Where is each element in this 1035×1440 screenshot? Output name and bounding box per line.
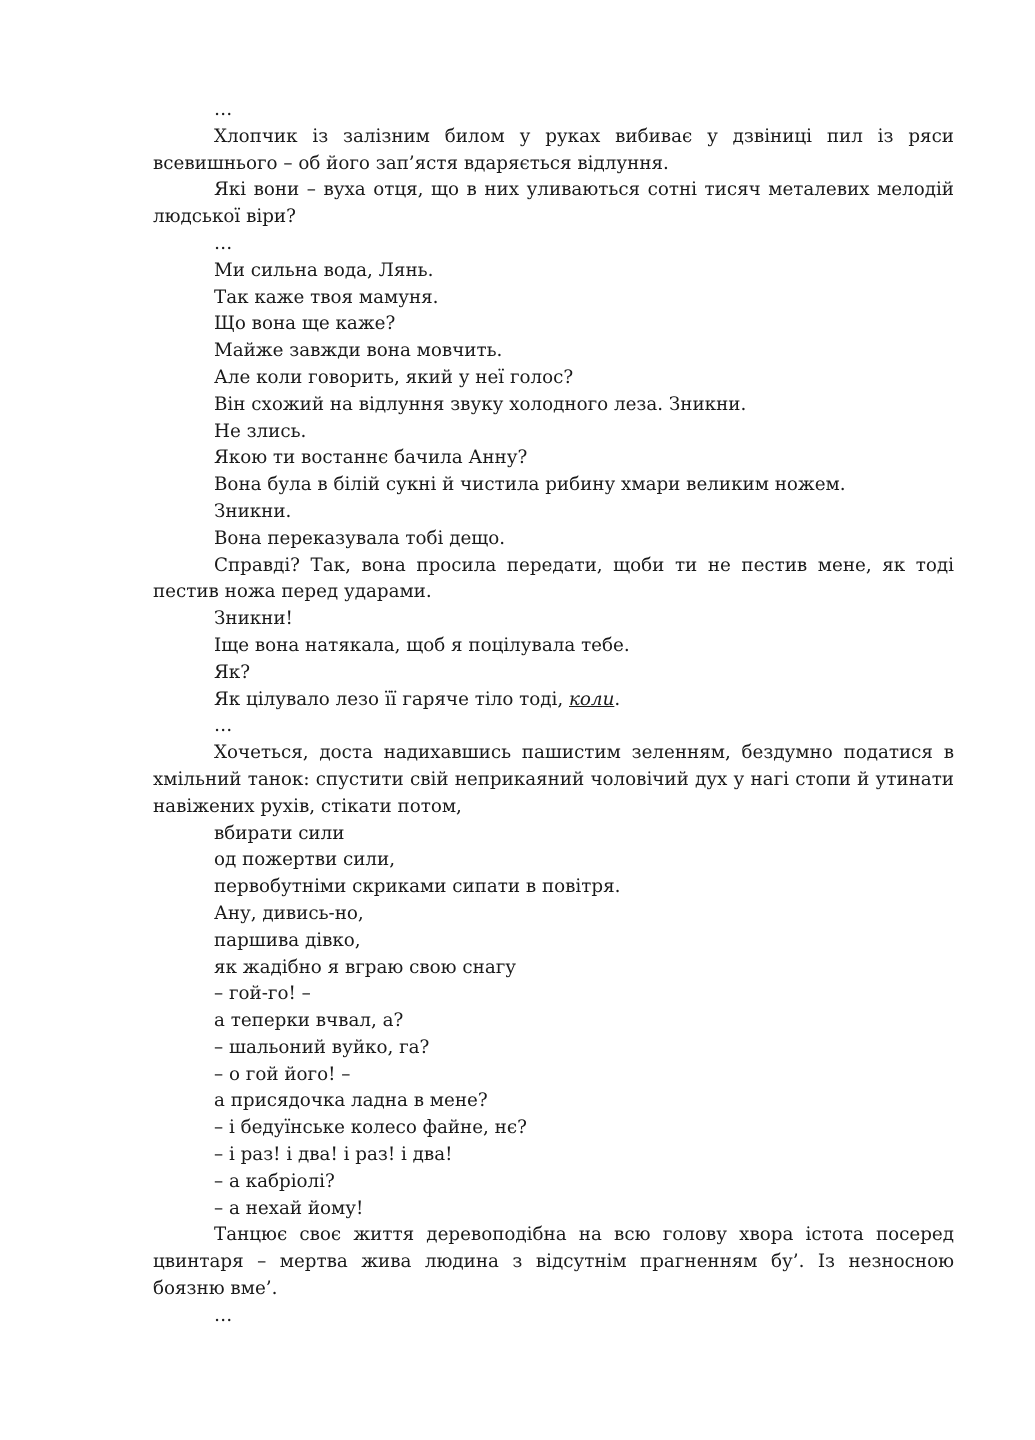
- text-line: [153, 687, 954, 714]
- text-line: Так каже твоя мамуня.: [214, 286, 439, 308]
- paragraph: Хлопчик із залізним билом у руках вибиває у дзвіниці пил із ряси всевишнього – об його зап’ястя вдаряється відлуння.: [153, 125, 954, 174]
- document-page: [153, 97, 954, 1330]
- text-segment: Як цілувало лезо її гаряче тіло тоді,: [214, 688, 569, 710]
- text-line: Ану, дивись-но,: [214, 902, 364, 924]
- text-line: Він схожий на відлуння звуку холодного леза. Зникни.: [214, 393, 747, 415]
- paragraph: Танцює своє життя деревоподібна на всю голову хвора істота посеред цвинтаря – мертва жива людина з відсутнім прагненням бу’. Із незносною боязню вме’.: [153, 1224, 954, 1300]
- text-line: Зникни!: [214, 608, 293, 630]
- text-line: первобутніми скриками сипати в повітря.: [214, 876, 621, 898]
- text-line: а присядочка ладна в мене?: [214, 1090, 488, 1112]
- text-line: – а кабріолі?: [214, 1170, 335, 1192]
- text-line: – і раз! і два! і раз! і два!: [214, 1144, 453, 1166]
- text-line: Як?: [214, 661, 250, 683]
- paragraph: Які вони – вуха отця, що в них уливаються сотні тисяч металевих мелодій людської віри?: [153, 179, 954, 228]
- text-line: Вона була в білій сукні й чистила рибину хмари великим ножем.: [214, 474, 846, 496]
- text-line: – а нехай йому!: [214, 1197, 364, 1219]
- text-line: Якою ти востаннє бачила Анну?: [214, 447, 528, 469]
- text-line: Але коли говорить, який у неї голос?: [214, 366, 574, 388]
- paragraph: Справді? Так, вона просила передати, щоби ти не пестив мене, як тоді пестив ножа перед ударами.: [153, 554, 954, 603]
- ellipsis-separator: …: [214, 232, 233, 254]
- text-line: як жадібно я вграю свою снагу: [214, 956, 517, 978]
- text-line: Зникни.: [214, 500, 292, 522]
- text-line: Не злись.: [214, 420, 307, 442]
- text-line: – о гой його! –: [214, 1063, 351, 1085]
- text-line: од пожертви сили,: [214, 849, 396, 871]
- text-line: Вона переказувала тобі дещо.: [214, 527, 506, 549]
- text-line: – шальоний вуйко, га?: [214, 1036, 430, 1058]
- text-line: Що вона ще каже?: [214, 313, 396, 335]
- ellipsis-separator: …: [214, 99, 233, 120]
- text-line: вбирати сили: [214, 822, 345, 844]
- emphasized-word: коли: [569, 688, 615, 710]
- text-segment: .: [614, 688, 621, 710]
- text-line: Майже завжди вона мовчить.: [214, 340, 503, 362]
- ellipsis-separator: …: [214, 1304, 233, 1326]
- text-line: Ми сильна вода, Лянь.: [214, 259, 434, 281]
- text-line: – і бедуїнське колесо файне, нє?: [214, 1117, 527, 1139]
- text-line: Іще вона натякала, щоб я поцілувала тебе.: [214, 634, 630, 656]
- ellipsis-separator: …: [214, 715, 233, 737]
- text-line: паршива дівко,: [214, 929, 361, 951]
- text-line: – гой-го! –: [214, 983, 311, 1005]
- paragraph: Хочеться, доста надихавшись пашистим зеленням, бездумно податися в хмільний танок: спустити свій неприкаяний чоловічий дух у нагі стопи й утинати навіжених рухів, стікати потом,: [153, 742, 954, 817]
- text-line: а теперки вчвал, а?: [214, 1010, 404, 1032]
